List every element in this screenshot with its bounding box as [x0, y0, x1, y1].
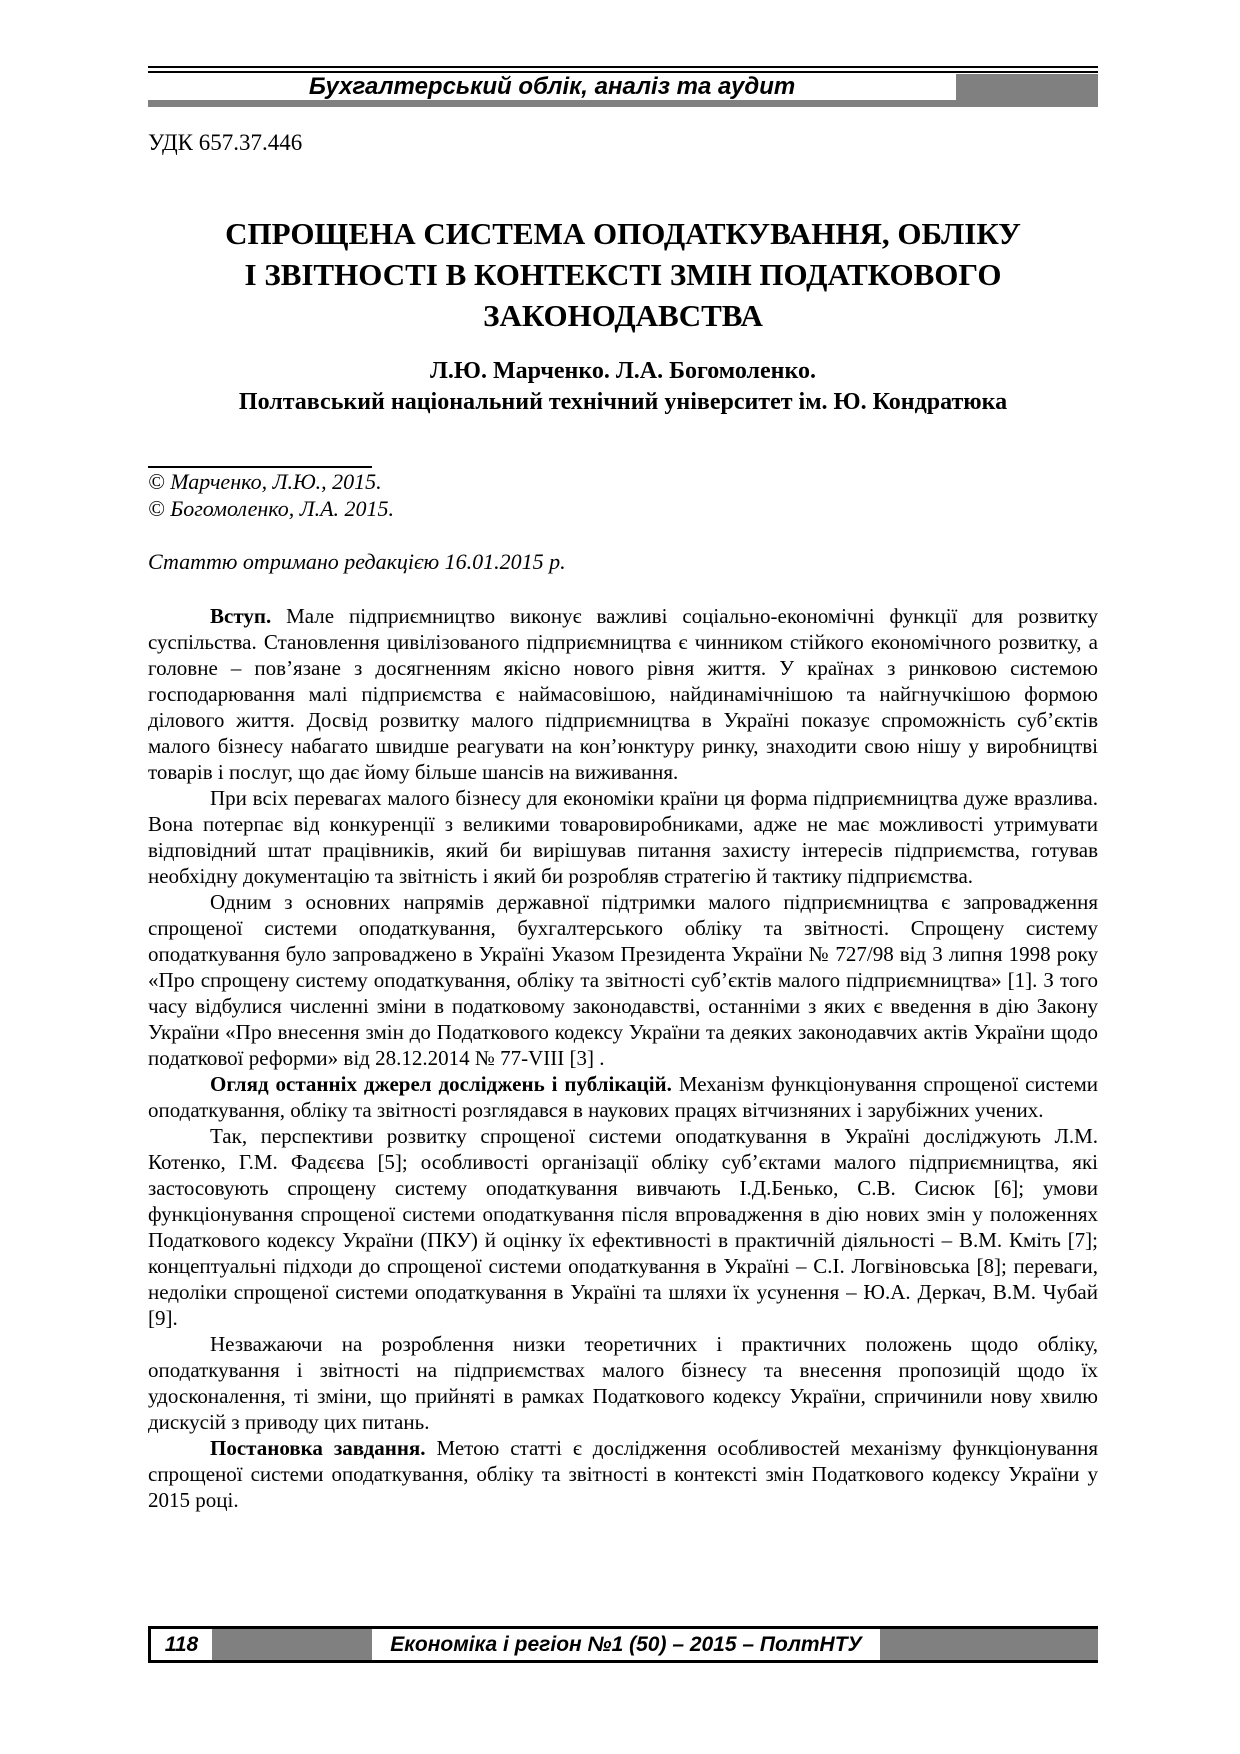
journal-section-title: Бухгалтерський облік, аналіз та аудит: [308, 72, 796, 100]
page-content: [148, 66, 1098, 1513]
paragraph: [148, 1071, 1098, 1123]
paragraph: [148, 785, 1098, 889]
copyright-line: © Марченко, Л.Ю., 2015.: [148, 469, 382, 494]
paragraph: [148, 1435, 1098, 1513]
paragraph-lead: Вступ.: [210, 604, 272, 628]
paragraph-text: Одним з основних напрямів державної підтримки малого підприємництва є запровадження спрощеної системи оподаткування, бухгалтерського обліку та звітності. Спрощену систему оподаткування було запроваджено в Україні Указом Президента України № 727/98 від 3 липня 1998 року «Про спрощену систему оподаткування, обліку та звітності суб’єктів малого підприємництва» [1]. З того часу відбулися численні зміни в податковому законодавстві, останніми з яких є введення в дію Закону України «Про внесення змін до Податкового кодексу України та деяких законодавчих актів України щодо податкової реформи» від 28.12.2014 № 77-VIII [3] .: [148, 890, 1098, 1070]
article-body: [148, 603, 1098, 1513]
footer-gray-block-left: [212, 1629, 372, 1660]
article-title: [148, 213, 1098, 336]
paragraph-text: Механізм функціонування спрощеної системи оподаткування, обліку та звітності розглядався в наукових працях вітчизняних і зарубіжних учених.: [148, 1072, 1098, 1122]
received-note: Статтю отримано редакцією 16.01.2015 р.: [148, 549, 566, 574]
paragraph-lead: Постановка завдання.: [210, 1436, 426, 1460]
paragraph: [148, 889, 1098, 1071]
journal-header: [148, 73, 1098, 107]
paragraph-text: Метою статті є дослідження особливостей механізму функціонування спрощеної системи оподаткування, обліку та звітності в контексті змін Податкового кодексу України у 2015 році.: [148, 1436, 1098, 1512]
footer-row: [148, 1629, 1098, 1660]
paragraph: [148, 1123, 1098, 1331]
article-title-line-3: ЗАКОНОДАВСТВА: [483, 298, 763, 333]
article-title-line-1: СПРОЩЕНА СИСТЕМА ОПОДАТКУВАННЯ, ОБЛІКУ: [225, 216, 1021, 251]
page-footer: [148, 1626, 1098, 1663]
header-gray-block: [956, 74, 1098, 107]
footer-gray-block-right: [880, 1629, 1098, 1660]
paragraph: [148, 603, 1098, 785]
authors-line: Л.Ю. Марченко. Л.А. Богомоленко.: [430, 358, 816, 384]
paragraph-text: Мале підприємництво виконує важливі соціально-економічні функції для розвитку суспільства. Становлення цивілізованого підприємництва є чинником стійкого економічного розвитку, а головне – пов’язане з досягненням якісно нового рівня життя. У країнах з ринковою системою господарювання малі підприємства є наймасовішою, найдинамічнішою та найгнучкішою формою ділового життя. Досвід розвитку малого підприємництва в Україні показує спроможність суб’єктів малого бізнесу набагато швидше реагувати на кон’юнктуру ринку, знаходити свою нішу у виробництві товарів і послуг, що дає йому більше шансів на виживання.: [148, 604, 1098, 784]
paragraph: [148, 1331, 1098, 1435]
copyright-block: [148, 468, 1098, 522]
article-title-line-2: І ЗВІТНОСТІ В КОНТЕКСТІ ЗМІН ПОДАТКОВОГО: [244, 257, 1002, 292]
paragraph-lead: Огляд останніх джерел досліджень і публікацій.: [210, 1072, 672, 1096]
journal-footer-title: Економіка і регіон №1 (50) – 2015 – ПолтНТУ: [390, 1632, 862, 1656]
page-number: 118: [148, 1629, 212, 1660]
paragraph-text: Незважаючи на розроблення низки теоретичних і практичних положень щодо обліку, оподаткування і звітності на підприємствах малого бізнесу та внесення пропозицій щодо їх удосконалення, ті зміни, що прийняті в рамках Податкового кодексу України, спричинили нову хвилю дискусій з приводу цих питань.: [148, 1332, 1098, 1434]
affiliation-line: Полтавський національний технічний університет ім. Ю. Кондратюка: [238, 389, 1008, 415]
paragraph-text: Так, перспективи розвитку спрощеної системи оподаткування в Україні досліджують Л.М. Котенко, Г.М. Фадєєва [5]; особливості організації обліку суб’єктами малого підприємництва, які застосовують спрощену систему оподаткування вивчають І.Д.Бенько, С.В. Сисюк [6]; умови функціонування спрощеної системи оподаткування після впровадження в дію нових змін у положеннях Податкового кодексу України (ПКУ) й оцінку їх ефективності в практичній діяльності – В.М. Кміть [7]; концептуальні підходи до спрощеної системи оподаткування в Україні – С.І. Логвіновська [8]; переваги, недоліки спрощеної системи оподаткування в Україні та шляхи їх усунення – Ю.А. Деркач, В.М. Чубай [9].: [148, 1124, 1098, 1330]
udc-code: УДК 657.37.446: [148, 130, 303, 155]
copyright-line: © Богомоленко, Л.А. 2015.: [148, 496, 395, 521]
paragraph-text: При всіх перевагах малого бізнесу для економіки країни ця форма підприємництва дуже вразлива. Вона потерпає від конкуренції з великими товаровиробниками, адже не має можливості утримувати відповідний штат працівників, який би вирішував питання захисту інтересів підприємства, готував необхідну документацію та звітність і який би розробляв стратегію й тактику підприємства.: [148, 786, 1098, 888]
